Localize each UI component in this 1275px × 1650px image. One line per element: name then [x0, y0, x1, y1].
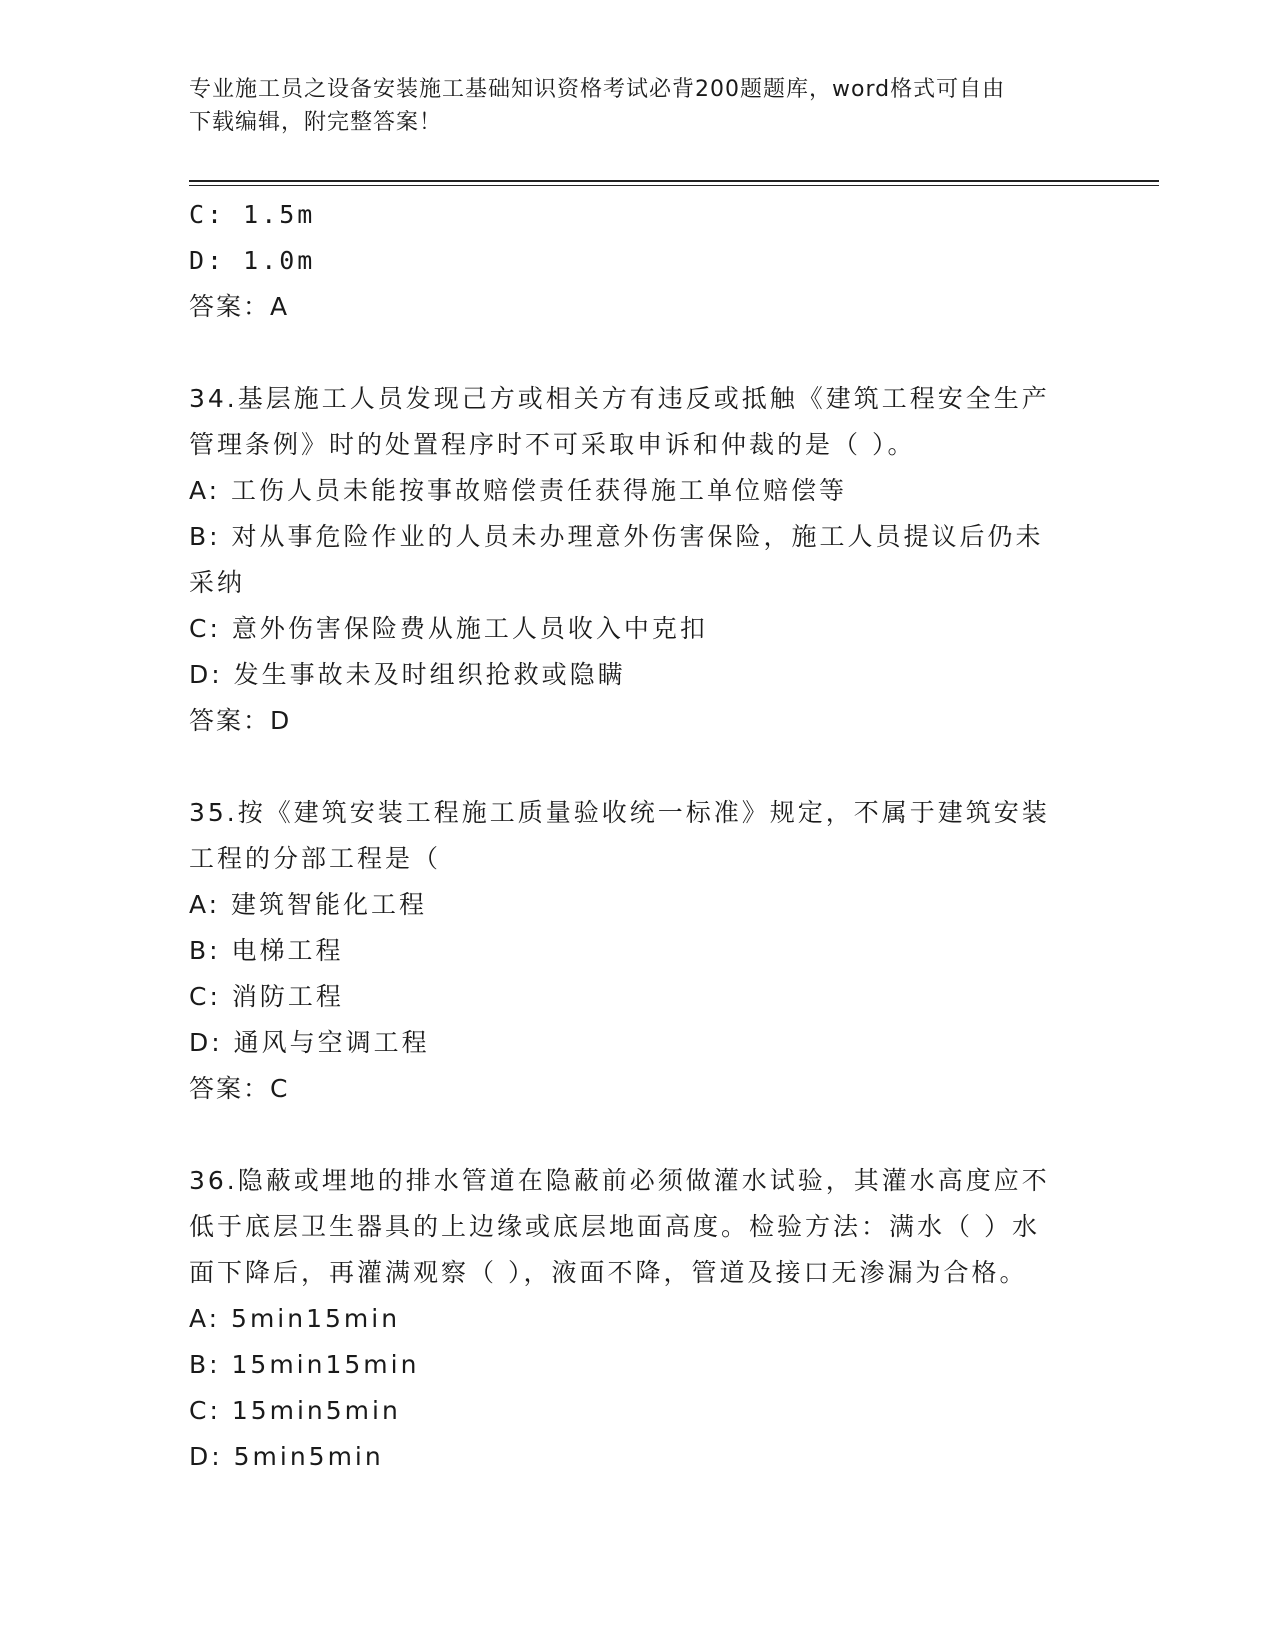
question-stem-line: 34.基层施工人员发现己方或相关方有违反或抵触《建筑工程安全生产: [189, 384, 1050, 413]
option-b: B: 电梯工程: [189, 936, 344, 965]
question-stem-line: 低于底层卫生器具的上边缘或底层地面高度。检验方法：满水（ ）水: [189, 1212, 1040, 1241]
header-title-line-2: 下载编辑，附完整答案！: [189, 110, 443, 135]
option-c: C: 意外伤害保险费从施工人员收入中克扣: [189, 614, 708, 643]
option-d: D: 5min5min: [189, 1442, 384, 1471]
option-c: C: 消防工程: [189, 982, 344, 1011]
question-stem-line: 工程的分部工程是（: [189, 844, 442, 873]
page-header: [189, 73, 1089, 139]
option-b: B: 15min15min: [189, 1350, 420, 1379]
spacer: [189, 330, 1089, 376]
answer: 答案：D: [189, 706, 292, 735]
option-b-continued: 采纳: [189, 568, 246, 597]
document-body: [189, 192, 1089, 1480]
question-stem-line: 面下降后，再灌满观察（ ），液面不降，管道及接口无渗漏为合格。: [189, 1258, 1028, 1287]
question-36: [189, 1158, 1089, 1480]
question-stem-line: 36.隐蔽或埋地的排水管道在隐蔽前必须做灌水试验，其灌水高度应不: [189, 1166, 1050, 1195]
option-b: B: 对从事危险作业的人员未办理意外伤害保险，施工人员提议后仍未: [189, 522, 1044, 551]
answer: 答案：C: [189, 1074, 290, 1103]
option-d: D: 通风与空调工程: [189, 1028, 430, 1057]
question-stem-line: 管理条例》时的处置程序时不可采取申诉和仲裁的是（ ）。: [189, 430, 916, 459]
option-a: A: 建筑智能化工程: [189, 890, 428, 919]
spacer: [189, 1112, 1089, 1158]
question-34: [189, 376, 1089, 744]
option-c: C: 1.5m: [189, 200, 316, 229]
option-c: C: 15min5min: [189, 1396, 401, 1425]
option-d: D: 1.0m: [189, 246, 316, 275]
answer: 答案：A: [189, 292, 290, 321]
header-rule-thin: [189, 185, 1159, 186]
option-d: D: 发生事故未及时组织抢救或隐瞒: [189, 660, 626, 689]
option-a: A: 5min15min: [189, 1304, 401, 1333]
question-stem-line: 35.按《建筑安装工程施工质量验收统一标准》规定，不属于建筑安装: [189, 798, 1050, 827]
spacer: [189, 744, 1089, 790]
question-33-tail: [189, 192, 1089, 330]
question-35: [189, 790, 1089, 1112]
header-rule-thick: [189, 180, 1159, 182]
option-a: A: 工伤人员未能按事故赔偿责任获得施工单位赔偿等: [189, 476, 848, 505]
header-title-line-1: 专业施工员之设备安装施工基础知识资格考试必背200题题库，word格式可自由: [189, 77, 1006, 102]
